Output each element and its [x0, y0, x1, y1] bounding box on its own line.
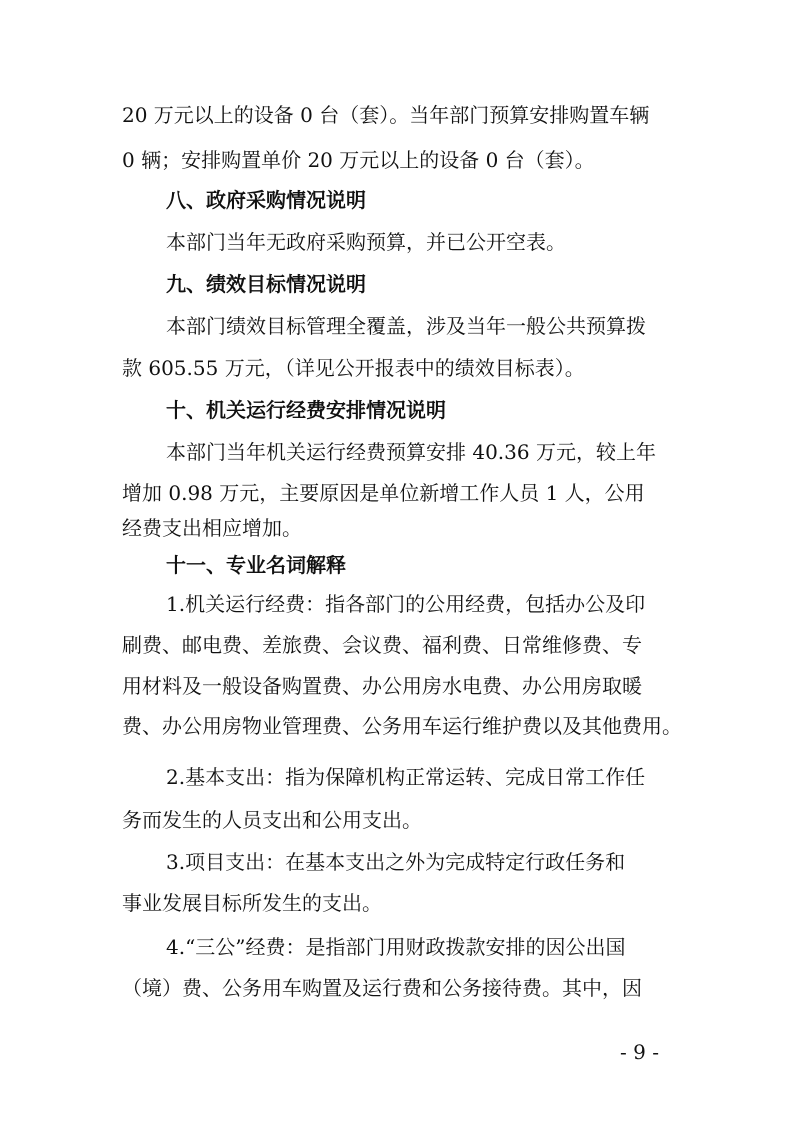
- body-text-line: 3.项目支出：在基本支出之外为完成特定行政任务和: [166, 850, 626, 874]
- body-text-line: 费、办公用房物业管理费、公务用车运行维护费以及其他费用。: [122, 714, 682, 738]
- body-text-line: 款 605.55 万元，（详见公开报表中的绩效目标表）。: [122, 356, 585, 380]
- body-text-line: 务而发生的人员支出和公用支出。: [122, 808, 422, 832]
- body-text-line: 增加 0.98 万元，主要原因是单位新增工作人员 1 人，公用: [122, 481, 645, 505]
- body-text-line: 1.机关运行经费：指各部门的公用经费，包括办公及印: [166, 592, 646, 616]
- body-text-line: 用材料及一般设备购置费、办公用房水电费、办公用房取暖: [122, 674, 642, 698]
- section-heading: 八、政府采购情况说明: [166, 188, 366, 212]
- body-text-line: 本部门当年机关运行经费预算安排 40.36 万元，较上年: [166, 440, 656, 464]
- body-text-line: 4.“三公”经费：是指部门用财政拨款安排的因公出国: [166, 935, 626, 959]
- body-text-line: 20 万元以上的设备 0 台（套）。当年部门预算安排购置车辆: [122, 103, 650, 127]
- section-heading: 九、绩效目标情况说明: [166, 272, 366, 296]
- body-text-line: 事业发展目标所发生的支出。: [122, 891, 382, 915]
- body-text-line: （境）费、公务用车购置及运行费和公务接待费。其中，因: [122, 976, 642, 1000]
- page-number: - 9 -: [620, 1040, 659, 1064]
- body-text-line: 0 辆；安排购置单价 20 万元以上的设备 0 台（套）。: [122, 148, 595, 172]
- section-heading: 十、机关运行经费安排情况说明: [166, 398, 446, 422]
- section-heading: 十一、专业名词解释: [166, 553, 346, 577]
- body-text-line: 本部门绩效目标管理全覆盖，涉及当年一般公共预算拨: [166, 314, 646, 338]
- body-text-line: 刷费、邮电费、差旅费、会议费、福利费、日常维修费、专: [122, 633, 642, 657]
- body-text-line: 经费支出相应增加。: [122, 516, 302, 540]
- body-text-line: 本部门当年无政府采购预算，并已公开空表。: [166, 230, 566, 254]
- body-text-line: 2.基本支出：指为保障机构正常运转、完成日常工作任: [166, 765, 646, 789]
